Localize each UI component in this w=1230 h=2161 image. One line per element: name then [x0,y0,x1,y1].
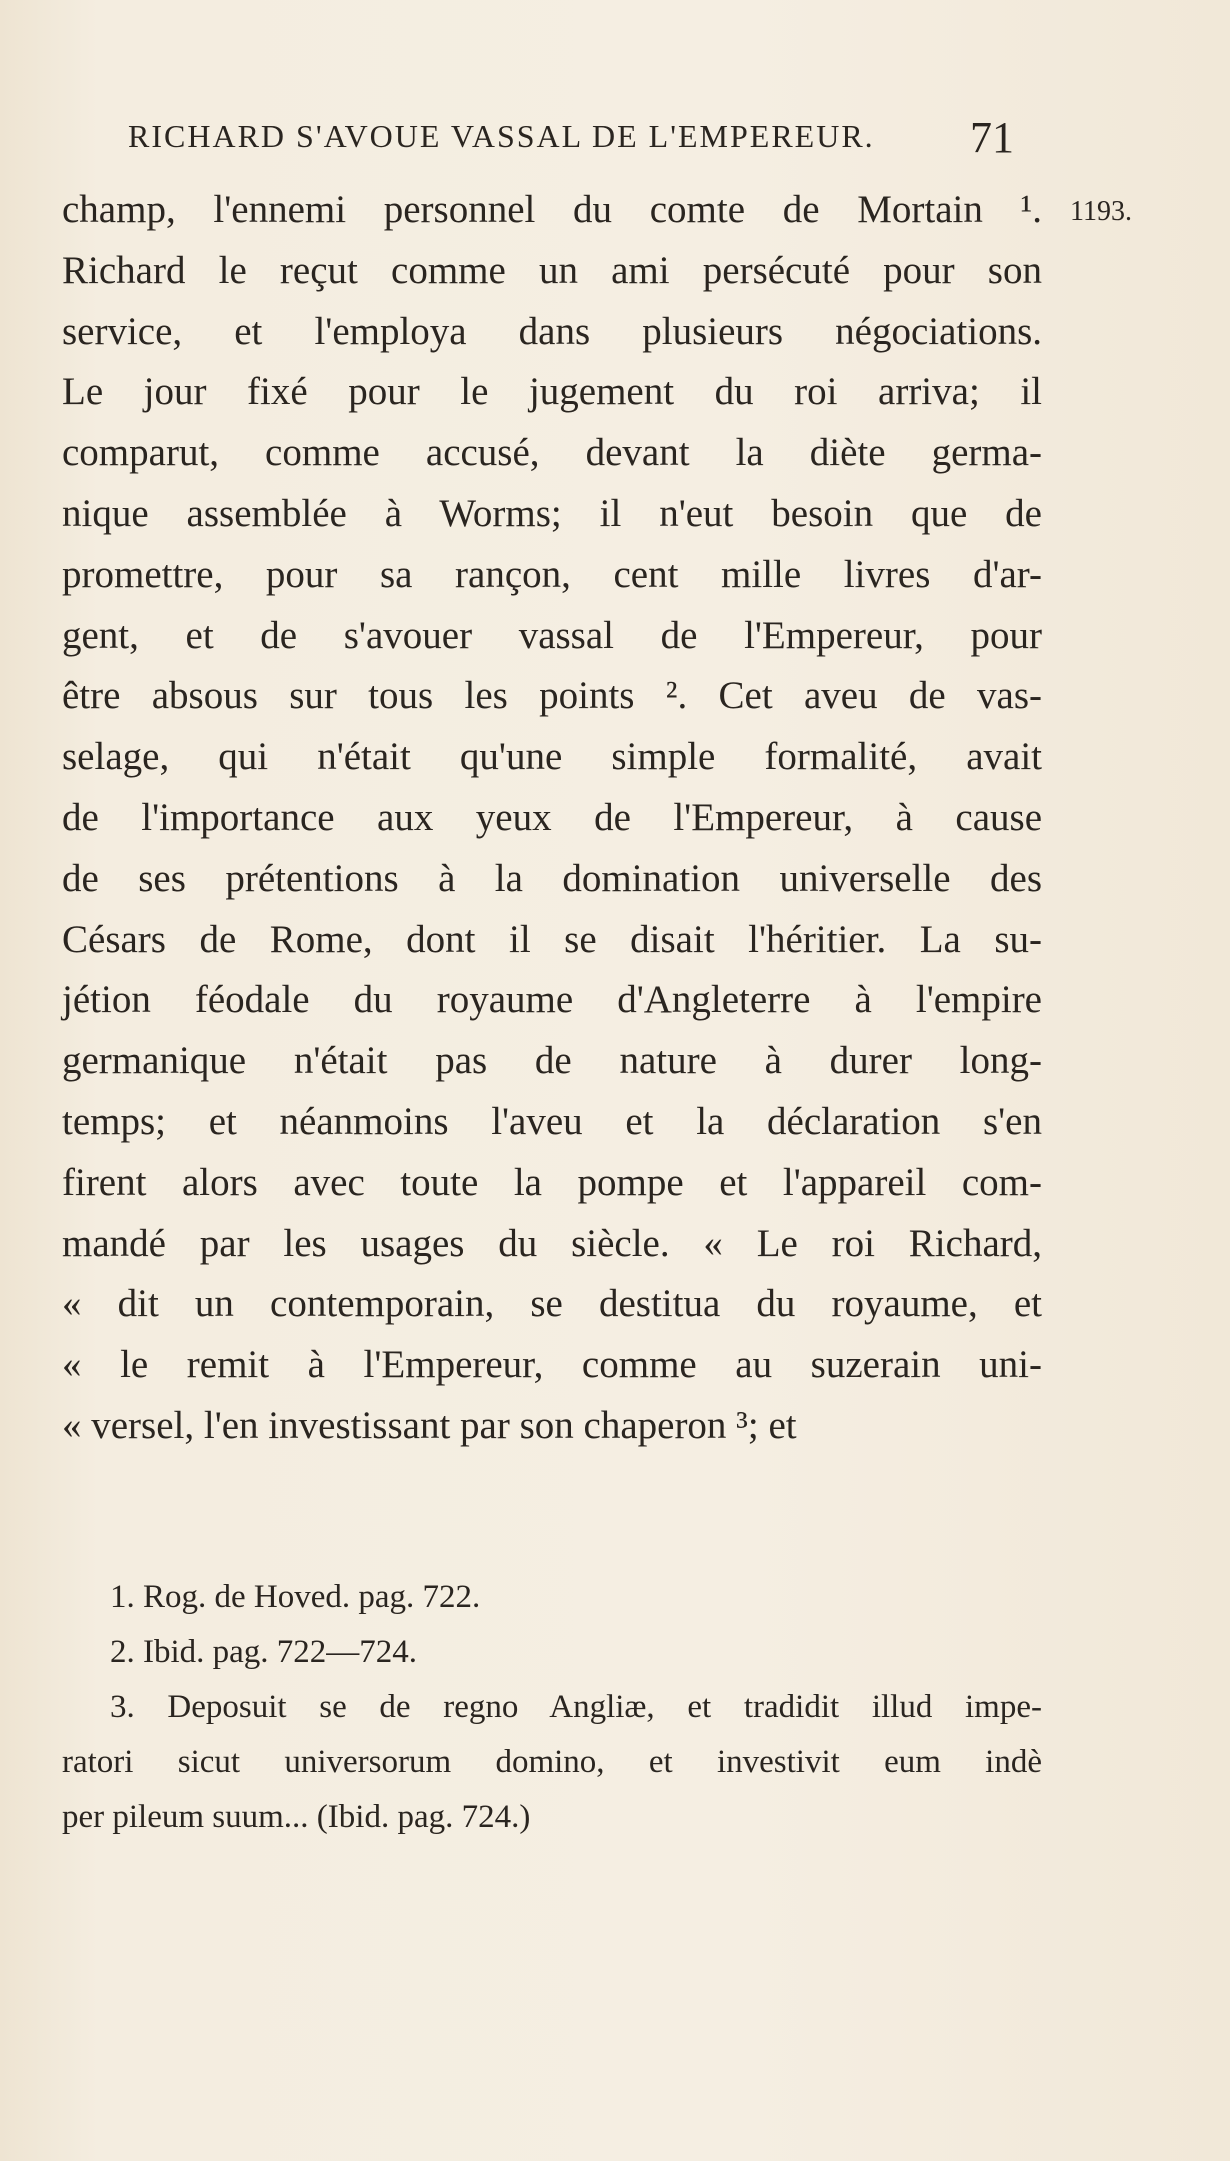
text-line: mandé par les usages du siècle. « Le roi Richard, [62,1221,1042,1265]
margin-year-note: 1193. [1070,196,1132,227]
footnote-2: 2. Ibid. pag. 722—724. [110,1634,418,1670]
text-line: promettre, pour sa rançon, cent mille livres d'ar- [62,552,1042,596]
text-line: nique assemblée à Worms; il n'eut besoin que de [62,491,1042,535]
text-line: jétion féodale du royaume d'Angleterre à l'empire [62,978,1042,1022]
text-line: être absous sur tous les points ². Cet aveu de vas- [62,674,1042,718]
text-line: de ses prétentions à la domination universelle des [62,856,1042,900]
text-line: germanique n'était pas de nature à durer long- [62,1039,1042,1083]
text-line: de l'importance aux yeux de l'Empereur, à cause [62,795,1042,839]
footnote-3-line: 3. Deposuit se de regno Angliæ, et tradidit illud impe- [110,1689,1042,1725]
running-header: RICHARD S'AVOUE VASSAL DE L'EMPEREUR. [128,118,875,154]
text-line: « versel, l'en investissant par son chaperon ³; et [62,1403,797,1447]
text-line: service, et l'employa dans plusieurs négociations. [62,309,1042,353]
text-line: selage, qui n'était qu'une simple formalité, avait [62,735,1042,779]
footnote-1: 1. Rog. de Hoved. pag. 722. [110,1579,481,1615]
text-line: « le remit à l'Empereur, comme au suzerain uni- [62,1343,1042,1387]
text-line: Richard le reçut comme un ami persécuté pour son [62,248,1042,292]
page-number: 71 [970,113,1014,162]
text-line: firent alors avec toute la pompe et l'appareil com- [62,1160,1042,1204]
footnote-3-line: ratori sicut universorum domino, et investivit eum indè [62,1744,1042,1780]
footnote-3-line: per pileum suum... (Ibid. pag. 724.) [62,1799,531,1835]
text-line: Le jour fixé pour le jugement du roi arriva; il [62,370,1042,414]
text-line: Césars de Rome, dont il se disait l'héritier. La su- [62,917,1042,961]
text-line: gent, et de s'avouer vassal de l'Empereur, pour [62,613,1042,657]
text-line: « dit un contemporain, se destitua du royaume, et [62,1282,1042,1326]
footnotes [62,1570,1042,1845]
text-line: comparut, comme accusé, devant la diète germa- [62,431,1042,475]
body-text [62,180,1042,1457]
text-line: temps; et néanmoins l'aveu et la déclaration s'en [62,1099,1042,1143]
text-line: champ, l'ennemi personnel du comte de Mortain ¹. [62,188,1042,231]
